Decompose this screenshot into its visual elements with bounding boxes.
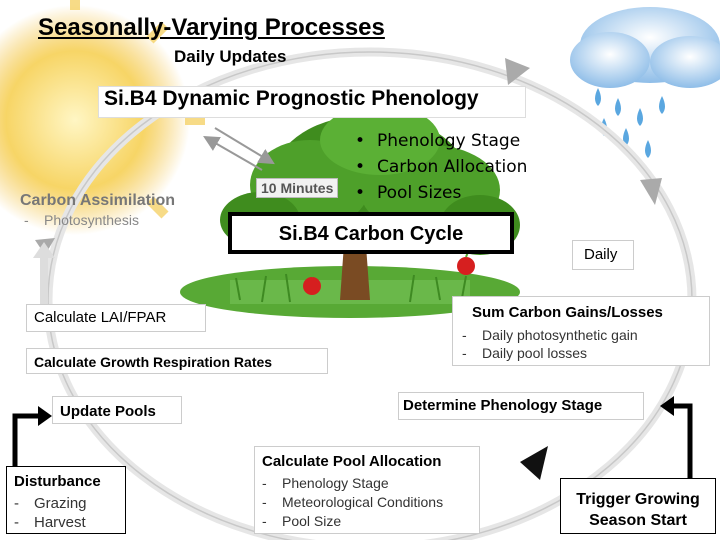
- pool-allocation-title: Calculate Pool Allocation: [262, 453, 442, 470]
- list-item: - Meteorological Conditions: [262, 493, 443, 512]
- list-item: - Daily pool losses: [462, 344, 638, 362]
- disturbance-title: Disturbance: [14, 473, 101, 490]
- arrow-trigger-icon: [672, 406, 690, 478]
- bullet-item: • Pool Sizes: [355, 180, 527, 206]
- calc-lai-label: Calculate LAI/FPAR: [34, 309, 167, 326]
- sum-carbon-list: [462, 326, 638, 362]
- calc-growth-label: Calculate Growth Respiration Rates: [34, 354, 273, 370]
- list-item: - Pool Size: [262, 512, 443, 531]
- phenology-bullet-list: [355, 128, 527, 206]
- ring-arrow-bottom-icon: [520, 446, 548, 480]
- carbon-assimilation-item: - Photosynthesis: [24, 212, 139, 228]
- trigger-line-1: Trigger Growing: [576, 491, 700, 508]
- arrow-disturbance-icon: [15, 416, 40, 466]
- carbon-assimilation-title: Carbon Assimilation: [20, 192, 175, 209]
- diagram-title: Seasonally-Varying Processes: [38, 14, 385, 41]
- model-title: Si.B4 Dynamic Prognostic Phenology: [104, 87, 479, 110]
- list-item: - Grazing: [14, 494, 87, 513]
- trigger-label: [562, 489, 714, 531]
- ten-minutes-label: 10 Minutes: [256, 178, 338, 198]
- daily-label: Daily: [584, 246, 618, 263]
- update-pools-label: Update Pools: [60, 403, 156, 420]
- sum-carbon-title: Sum Carbon Gains/Losses: [472, 304, 663, 321]
- pool-allocation-list: [262, 474, 443, 531]
- disturbance-list: [14, 494, 87, 532]
- diagram-subtitle: Daily Updates: [174, 47, 287, 66]
- list-item: - Daily photosynthetic gain: [462, 326, 638, 344]
- list-item: - Harvest: [14, 513, 87, 532]
- trigger-line-2: Season Start: [589, 512, 687, 529]
- determine-phenology-label: Determine Phenology Stage: [403, 397, 603, 414]
- carbon-cycle-label: Si.B4 Carbon Cycle: [278, 223, 464, 245]
- rain-cloud-icon: [570, 7, 720, 158]
- bullet-item: • Carbon Allocation: [355, 154, 527, 180]
- bullet-item: • Phenology Stage: [355, 128, 527, 154]
- list-item: - Phenology Stage: [262, 474, 443, 493]
